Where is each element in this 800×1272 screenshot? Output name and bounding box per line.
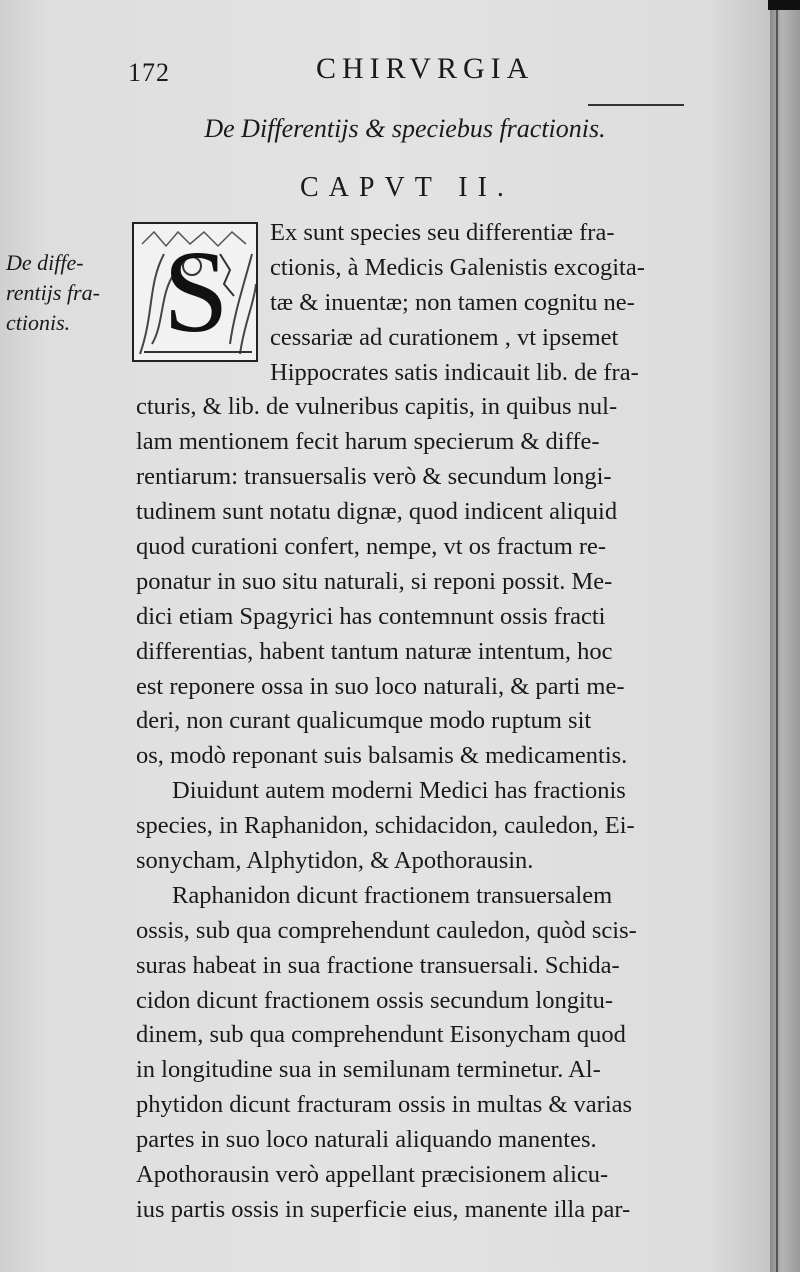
text-line: differentias, habent tantum naturæ intentum, hoc (136, 637, 613, 665)
text-line: species, in Raphanidon, schidacidon, cauledon, Ei- (136, 812, 635, 840)
page-edge (770, 0, 800, 1272)
text-line: cturis, & lib. de vulneribus capitis, in quibus nul- (136, 393, 618, 421)
text-line: os, modò reponant suis balsamis & medicamentis. (136, 742, 628, 770)
text-line: est reponere ossa in suo loco naturali, & parti me- (136, 672, 625, 700)
body-text (136, 216, 716, 1228)
chapter-heading: CAPVT II. (300, 172, 514, 203)
text-line: tudinem sunt notatu dignæ, quod indicent aliquid (136, 498, 618, 526)
text-line: ctionis, à Medicis Galenistis excogita- (270, 253, 645, 281)
text-line: Diuidunt autem moderni Medici has fractionis (172, 777, 626, 805)
text-line: sonycham, Alphytidon, & Apothorausin. (136, 847, 534, 875)
header-rule (588, 104, 684, 106)
text-line: Raphanidon dicunt fractionem transuersalem (172, 881, 613, 909)
margin-note-line: rentijs fra- (6, 280, 100, 305)
text-line: phytidon dicunt fracturam ossis in multas & varias (136, 1091, 633, 1119)
section-title: De Differentijs & speciebus fractionis. (204, 114, 606, 143)
page-number: 172 (128, 58, 170, 87)
text-line: dici etiam Spagyrici has contemnunt ossis fracti (136, 602, 606, 630)
text-line: Hippocrates satis indicauit lib. de fra- (270, 358, 639, 386)
margin-note (6, 248, 124, 338)
text-line: cessariæ ad curationem , vt ipsemet (270, 323, 619, 351)
text-line: tæ & inuentæ; non tamen cognitu ne- (270, 288, 635, 316)
text-line: lam mentionem fecit harum specierum & diffe- (136, 428, 600, 456)
text-line: partes in suo loco naturali aliquando manentes. (136, 1126, 597, 1154)
text-line: dinem, sub qua comprehendunt Eisonycham quod (136, 1021, 626, 1049)
margin-note-line: De diffe- (6, 250, 84, 275)
text-line: ponatur in suo situ naturali, si reponi possit. Me- (136, 567, 613, 595)
text-line: Ex sunt species seu differentiæ fra- (270, 219, 615, 246)
initial-letter: S (163, 226, 229, 357)
text-line: quod curationi confert, nempe, vt os fractum re- (136, 533, 607, 561)
text-line: ossis, sub qua comprehendunt cauledon, quòd scis- (136, 916, 637, 944)
text-line: suras habeat in sua fractione transuersali. Schida- (136, 951, 620, 979)
running-title: CHIRVRGIA (316, 52, 535, 85)
text-line: in longitudine sua in semilunam terminetur. Al- (136, 1056, 601, 1084)
text-line: Apothorausin verò appellant præcisionem alicu- (136, 1161, 609, 1189)
text-line: cidon dicunt fractionem ossis secundum longitu- (136, 986, 613, 1014)
margin-note-line: ctionis. (6, 310, 71, 335)
scan-border (768, 0, 800, 10)
text-line: rentiarum: transuersalis verò & secundum longi- (136, 463, 612, 491)
text-line: deri, non curant qualicumque modo ruptum sit (136, 707, 592, 735)
page-header (128, 52, 688, 92)
text-line: ius partis ossis in superficie eius, manente illa par- (136, 1195, 631, 1223)
